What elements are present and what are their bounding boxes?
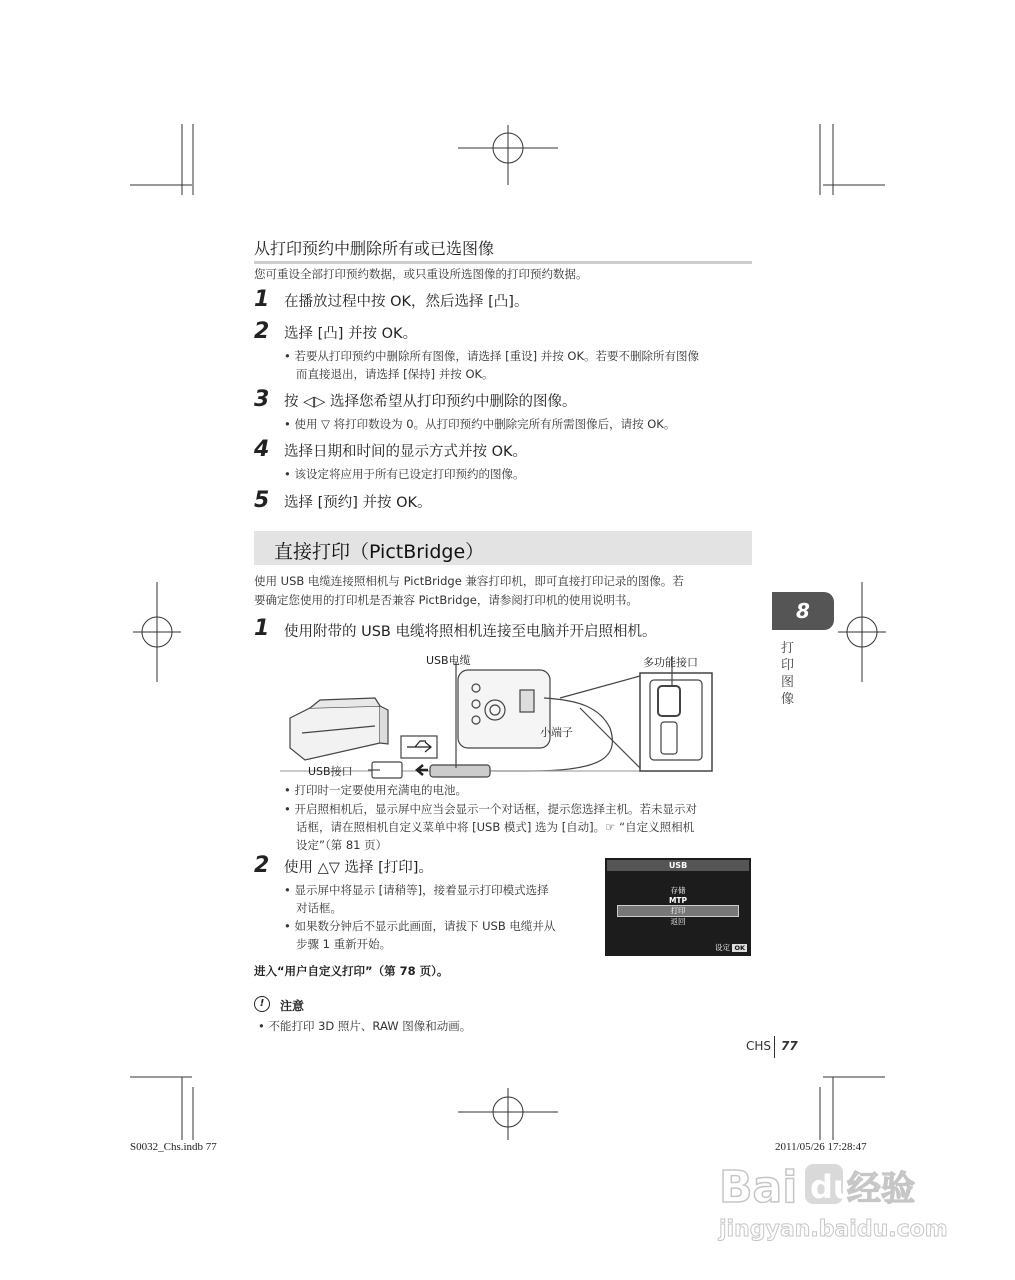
svg-text:Bai: Bai	[719, 1162, 798, 1213]
step-number: 2	[254, 853, 270, 878]
chapter-number: 8	[796, 599, 810, 623]
step-bullet-cont: 而直接退出，请选择 [保持] 并按 OK。	[296, 367, 494, 381]
next-reference[interactable]: 进入“用户自定义打印”（第 78 页）。	[254, 964, 449, 978]
footer-timestamp: 2011/05/26 17:28:47	[775, 1141, 867, 1153]
label-small-terminal: 小端子	[540, 726, 573, 739]
step-number: 1	[254, 616, 270, 641]
step-text: 选择 [预约] 并按 OK。	[284, 495, 432, 511]
footer-file: S0032_Chs.indb 77	[130, 1141, 217, 1153]
caution-icon: !	[254, 996, 270, 1012]
step-number: 5	[254, 488, 270, 513]
step-bullet: • 开启照相机后，显示屏中应当会显示一个对话框，提示您选择主机。若未显示对	[284, 800, 697, 818]
page-number: 77	[781, 1039, 798, 1053]
step-bullet: • 该设定将应用于所有已设定打印预约的图像。	[284, 465, 524, 483]
step-text: 在播放过程中按 OK，然后选择 [凸]。	[284, 294, 529, 310]
svg-text:du: du	[810, 1168, 856, 1206]
note-title: 注意	[280, 999, 305, 1013]
step-bullet: • 若要从打印预约中删除所有图像，请选择 [重设] 并按 OK。若要不删除所有图像	[284, 347, 699, 365]
usb-menu-item[interactable]: 返回	[670, 916, 686, 926]
ok-icon: OK	[734, 944, 745, 952]
section-title: 直接打印（PictBridge）	[274, 541, 485, 563]
section-intro: 要确定您使用的打印机是否兼容 PictBridge，请参阅打印机的使用说明书。	[254, 593, 638, 607]
chapter-label: 打印图像	[781, 641, 795, 707]
step-text: 使用附带的 USB 电缆将照相机连接至电脑并开启照相机。	[284, 624, 657, 640]
chapter-tab	[772, 592, 834, 630]
usb-mode-screen	[605, 858, 751, 956]
step-number: 4	[254, 437, 270, 462]
step-text: 使用 △▽ 选择 [打印]。	[284, 860, 433, 876]
watermark-url: jingyan.baidu.com	[719, 1217, 948, 1242]
step-bullet: • 打印时一定要使用充满电的电池。	[284, 781, 467, 799]
step-number: 2	[254, 319, 270, 344]
step-bullet-cont: 设定”（第 81 页）	[296, 838, 388, 852]
note-text: • 不能打印 3D 照片、RAW 图像和动画。	[258, 1017, 471, 1035]
usb-menu-item[interactable]: 存储	[670, 886, 686, 895]
step-bullet: • 如果数分钟后不显示此画面，请拔下 USB 电缆并从	[284, 917, 555, 935]
usb-menu-item-selected[interactable]: 打印	[617, 905, 739, 917]
step-number: 1	[254, 287, 270, 312]
step-bullet: • 显示屏中将显示 [请稍等]，接着显示打印模式选择	[284, 881, 549, 899]
section-intro: 使用 USB 电缆连接照相机与 PictBridge 兼容打印机，即可直接打印记录的图像。若	[254, 574, 684, 588]
step-bullet-cont: 对话框。	[296, 901, 342, 915]
step-bullet: • 使用 ▽ 将打印数设为 0。从打印预约中删除完所有所需图像后，请按 OK。	[284, 415, 675, 433]
section-title: 从打印预约中删除所有或已选图像	[254, 236, 752, 264]
step-text: 按 ◁▷ 选择您希望从打印预约中删除的图像。	[284, 394, 577, 410]
label-usb-port: USB接口	[308, 765, 353, 778]
step-text: 选择日期和时间的显示方式并按 OK。	[284, 444, 528, 460]
usb-menu-item[interactable]: MTP	[668, 895, 688, 905]
label-usb-cable: USB电缆	[426, 654, 471, 667]
step-text: 选择 [凸] 并按 OK。	[284, 326, 418, 342]
page-divider	[774, 1036, 775, 1058]
label-multi-port: 多功能接口	[643, 656, 698, 669]
baidu-jingyan-logo	[715, 1150, 950, 1245]
section-intro: 您可重设全部打印预约数据，或只重设所选图像的打印预约数据。	[254, 267, 588, 281]
page-lang: CHS	[746, 1039, 772, 1053]
svg-text:经验: 经验	[847, 1169, 915, 1209]
step-number: 3	[254, 387, 270, 412]
usb-screen-header: USB	[607, 860, 749, 871]
step-bullet-cont: 话框，请在照相机自定义菜单中将 [USB 模式] 选为 [自动]。☞ “自定义照相机	[296, 820, 695, 834]
step-bullet-cont: 步骤 1 重新开始。	[296, 937, 392, 951]
usb-screen-footer: 设定	[715, 943, 731, 952]
